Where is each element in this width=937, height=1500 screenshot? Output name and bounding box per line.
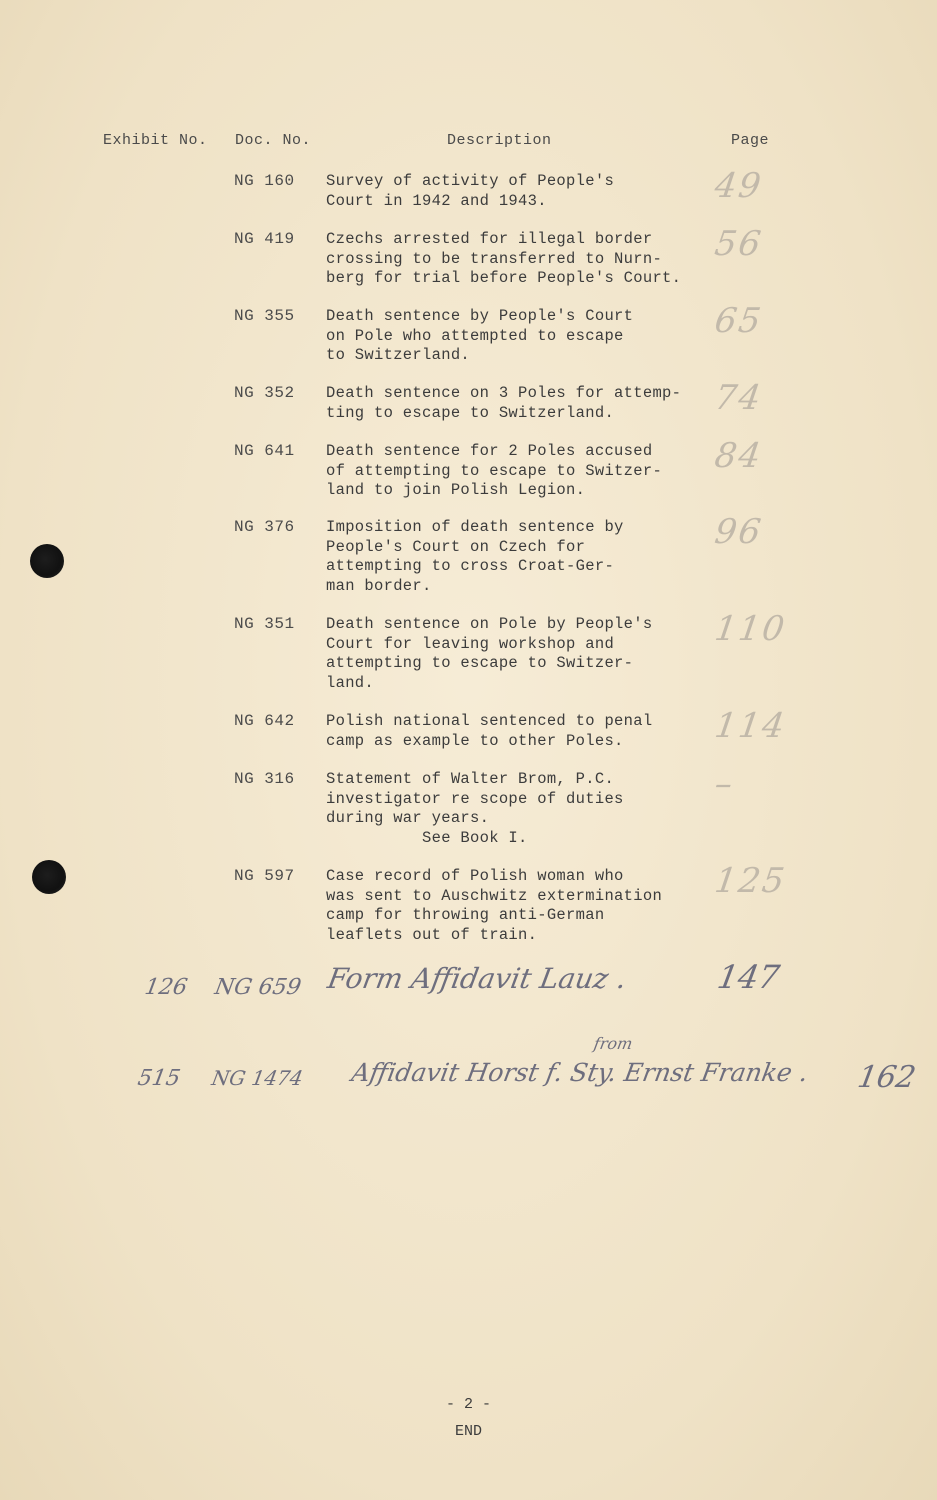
end-marker: END bbox=[454, 1423, 482, 1440]
description-line: Polish national sentenced to penal bbox=[326, 712, 653, 730]
handwritten-page-number: 114 bbox=[712, 706, 789, 746]
description-line: camp for throwing anti-German bbox=[326, 906, 605, 924]
handwritten-page-number: 125 bbox=[712, 861, 789, 901]
description-line: to Switzerland. bbox=[326, 346, 471, 364]
description-line: camp as example to other Poles. bbox=[326, 731, 624, 750]
handwritten-page: 162 bbox=[854, 1060, 919, 1095]
doc-number: NG 351 bbox=[234, 615, 295, 633]
handwritten-doc-no: NG 659 bbox=[212, 975, 304, 1000]
description-line: Death sentence by People's Court bbox=[326, 307, 634, 325]
description-line: Death sentence on Pole by People's bbox=[326, 615, 653, 633]
description-line: Death sentence for 2 Poles accused bbox=[326, 442, 653, 460]
handwritten-page-number: – bbox=[712, 764, 737, 804]
description bbox=[326, 230, 716, 289]
doc-number: NG 376 bbox=[234, 518, 295, 536]
description bbox=[326, 712, 716, 751]
description-line: Imposition of death sentence by bbox=[326, 518, 624, 536]
doc-number: NG 597 bbox=[234, 867, 295, 885]
doc-number: NG 355 bbox=[234, 307, 295, 325]
description-line: man border. bbox=[326, 576, 432, 595]
description-line: Death sentence on 3 Poles for attemp- bbox=[326, 384, 682, 402]
description-line: of attempting to escape to Switzer- bbox=[326, 461, 663, 480]
handwritten-page-number: 56 bbox=[712, 224, 766, 264]
header-page: Page bbox=[731, 132, 770, 149]
doc-number: NG 419 bbox=[234, 230, 295, 248]
description-line: during war years. bbox=[326, 809, 490, 827]
handwritten-exhibit-no: 515 bbox=[135, 1066, 183, 1091]
description bbox=[326, 867, 716, 945]
handwritten-doc-no: NG 1474 bbox=[209, 1066, 305, 1090]
punch-hole bbox=[32, 860, 66, 894]
handwritten-page: 147 bbox=[714, 958, 783, 996]
description-line: Court for leaving workshop and bbox=[326, 634, 615, 653]
handwritten-page-number: 49 bbox=[712, 166, 766, 206]
description bbox=[326, 307, 716, 366]
header-exhibit-no: Exhibit No. bbox=[103, 132, 208, 149]
description-line: Case record of Polish woman who bbox=[326, 867, 624, 885]
handwritten-description: Form Affidavit Lauz . bbox=[325, 962, 629, 995]
description bbox=[326, 442, 716, 501]
description bbox=[326, 770, 716, 848]
description-line: berg for trial before People's Court. bbox=[326, 269, 682, 287]
description bbox=[326, 518, 716, 596]
handwritten-page-number: 65 bbox=[712, 301, 766, 341]
punch-hole bbox=[30, 544, 64, 578]
doc-number: NG 641 bbox=[234, 442, 295, 460]
description-line: Court in 1942 and 1943. bbox=[326, 191, 547, 210]
header-doc-no: Doc. No. bbox=[235, 132, 312, 149]
handwritten-page-number: 96 bbox=[712, 512, 766, 552]
header-description: Description bbox=[447, 132, 552, 149]
description-line: attempting to escape to Switzer- bbox=[326, 654, 634, 672]
description-line: was sent to Auschwitz extermination bbox=[326, 886, 663, 905]
description-line: land. bbox=[326, 673, 375, 692]
description-line: Czechs arrested for illegal border bbox=[326, 230, 653, 248]
description-line: crossing to be transferred to Nurn- bbox=[326, 249, 663, 268]
description-line: leaflets out of train. bbox=[326, 925, 538, 944]
description-line: People's Court on Czech for bbox=[326, 537, 586, 556]
handwritten-page-number: 84 bbox=[712, 436, 766, 476]
handwritten-exhibit-no: 126 bbox=[142, 975, 190, 1000]
handwritten-insert: from bbox=[592, 1034, 635, 1053]
description-line: attempting to cross Croat-Ger- bbox=[326, 557, 615, 575]
description bbox=[326, 384, 716, 423]
description bbox=[326, 615, 716, 693]
description-line: on Pole who attempted to escape bbox=[326, 326, 624, 345]
handwritten-page-number: 110 bbox=[712, 609, 789, 649]
description-line: land to join Polish Legion. bbox=[326, 481, 586, 499]
description-line: investigator re scope of duties bbox=[326, 789, 624, 808]
handwritten-page-number: 74 bbox=[712, 378, 766, 418]
doc-number: NG 352 bbox=[234, 384, 295, 402]
doc-number: NG 316 bbox=[234, 770, 295, 788]
description-line: ting to escape to Switzerland. bbox=[326, 403, 615, 422]
description-line: Statement of Walter Brom, P.C. bbox=[326, 770, 615, 788]
doc-number: NG 642 bbox=[234, 712, 295, 730]
description-line: See Book I. bbox=[326, 828, 528, 847]
description-line: Survey of activity of People's bbox=[326, 172, 615, 190]
page-number: - 2 - bbox=[445, 1396, 491, 1413]
description bbox=[326, 172, 716, 211]
doc-number: NG 160 bbox=[234, 172, 295, 190]
handwritten-description: Affidavit Horst f. Sty. Ernst Franke . bbox=[349, 1058, 811, 1087]
